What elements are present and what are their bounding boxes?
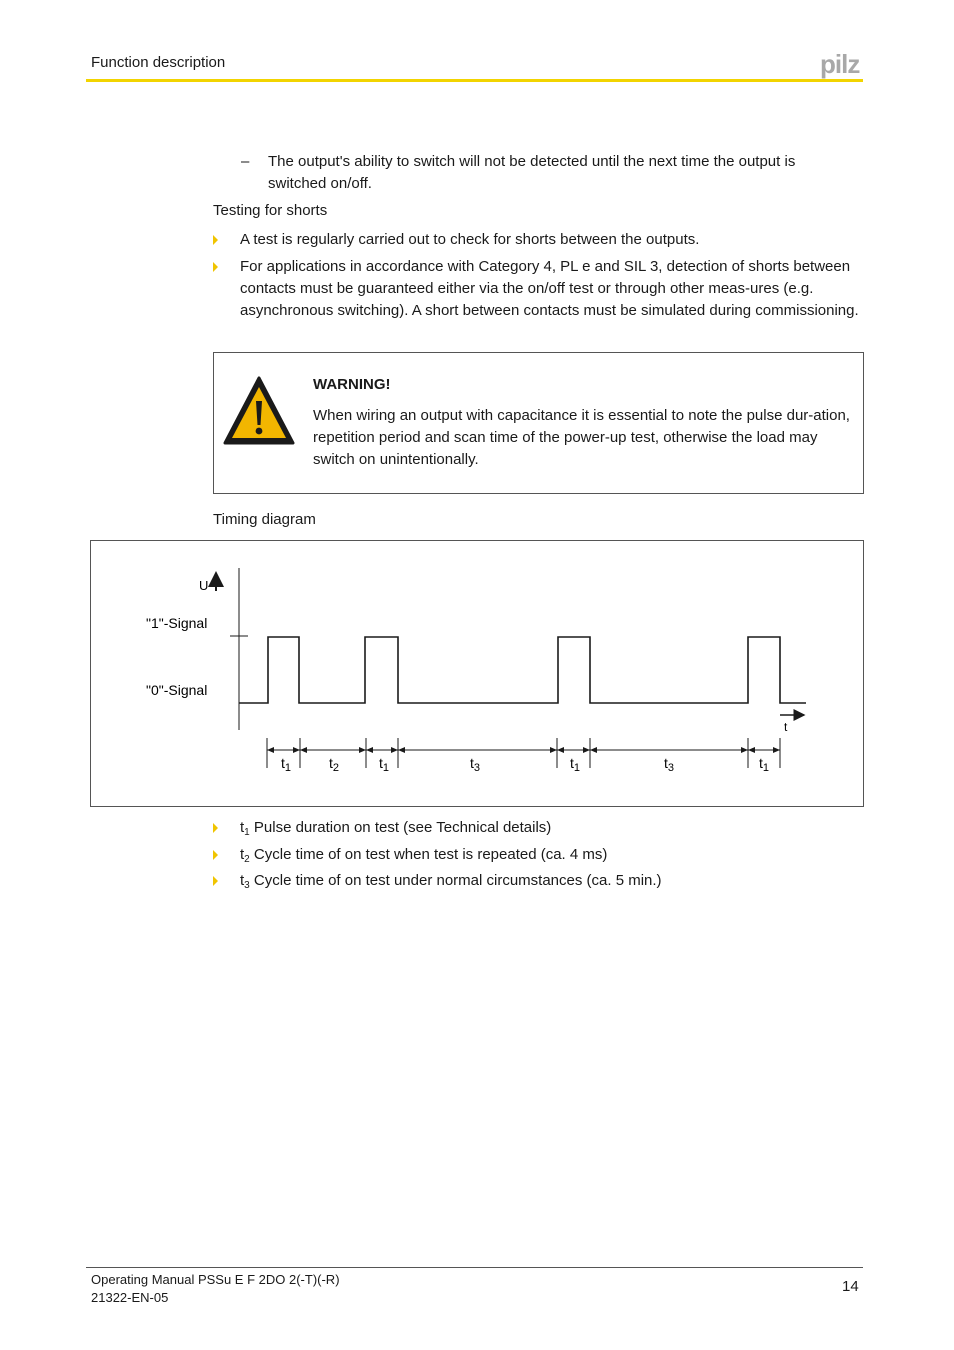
pilz-logo: pilz <box>820 49 860 79</box>
timing-heading: Timing diagram <box>213 511 316 528</box>
bullet-marker-icon <box>213 235 218 245</box>
warning-title: WARNING! <box>313 376 391 393</box>
signal-waveform <box>239 637 806 703</box>
low-signal-label: "0"-Signal <box>146 682 208 698</box>
x-axis-label: t <box>784 720 788 734</box>
segment-label: $t_2$ <box>329 755 340 774</box>
footer-rule <box>86 1267 863 1268</box>
high-signal-label: "1"-Signal <box>146 615 208 631</box>
bullet-marker-icon <box>213 823 218 833</box>
shorts-bullet <box>213 229 865 251</box>
legend-item <box>213 844 865 868</box>
legend-item <box>213 870 865 894</box>
bullet-marker-icon <box>213 876 218 886</box>
bullet-marker-icon <box>213 262 218 272</box>
bullet-marker-icon <box>213 850 218 860</box>
legend-text: $t_1$ Pulse duration on test (see Technical details) <box>240 819 552 838</box>
legend-text: $t_3$ Cycle time of on test under normal circumstances (ca. 5 min.) <box>240 872 662 891</box>
shorts-bullet-text: For applications in accordance with Category 4, PL e and SIL 3, detection of shorts between contacts must be guaranteed either via the on/off test or through other meas-ures (e.g. asynchronous switching). A short between contacts must be simulated during commissioning. <box>240 258 859 319</box>
header-rule <box>86 79 863 82</box>
section-title: Function description <box>91 54 226 71</box>
segment-label: $t_3$ <box>470 755 481 774</box>
segment-label: $t_1$ <box>759 755 770 774</box>
warning-text: When wiring an output with capacitance it is essential to note the pulse dur-ation, repetition period and scan time of the power-up test, otherwise the load may switch on unintentionally. <box>313 407 850 468</box>
legend-item <box>213 817 865 841</box>
dash-marker: – <box>241 153 250 170</box>
segment-label: $t_1$ <box>379 755 390 774</box>
segment-label: $t_1$ <box>281 755 292 774</box>
shorts-bullet-text: A test is regularly carried out to check for shorts between the outputs. <box>240 231 700 248</box>
footer-manual-title: Operating Manual PSSu E F 2DO 2(-T)(-R) <box>91 1272 340 1287</box>
dimension-lines <box>267 738 780 768</box>
timing-diagram <box>90 540 862 805</box>
shorts-bullet <box>213 256 865 322</box>
legend-text: $t_2$ Cycle time of on test when test is repeated (ca. 4 ms) <box>240 846 608 865</box>
dash-list-item <box>241 151 841 195</box>
warning-triangle-icon <box>223 375 295 447</box>
segment-label: $t_1$ <box>570 755 581 774</box>
shorts-heading: Testing for shorts <box>213 202 328 219</box>
y-axis-label: U <box>199 578 209 593</box>
dash-item-text: The output's ability to switch will not be detected until the next time the output is switched on/off. <box>268 153 796 192</box>
segment-label: $t_3$ <box>664 755 675 774</box>
footer-doc-number: 21322-EN-05 <box>91 1290 169 1305</box>
page-number: 14 <box>842 1278 859 1295</box>
